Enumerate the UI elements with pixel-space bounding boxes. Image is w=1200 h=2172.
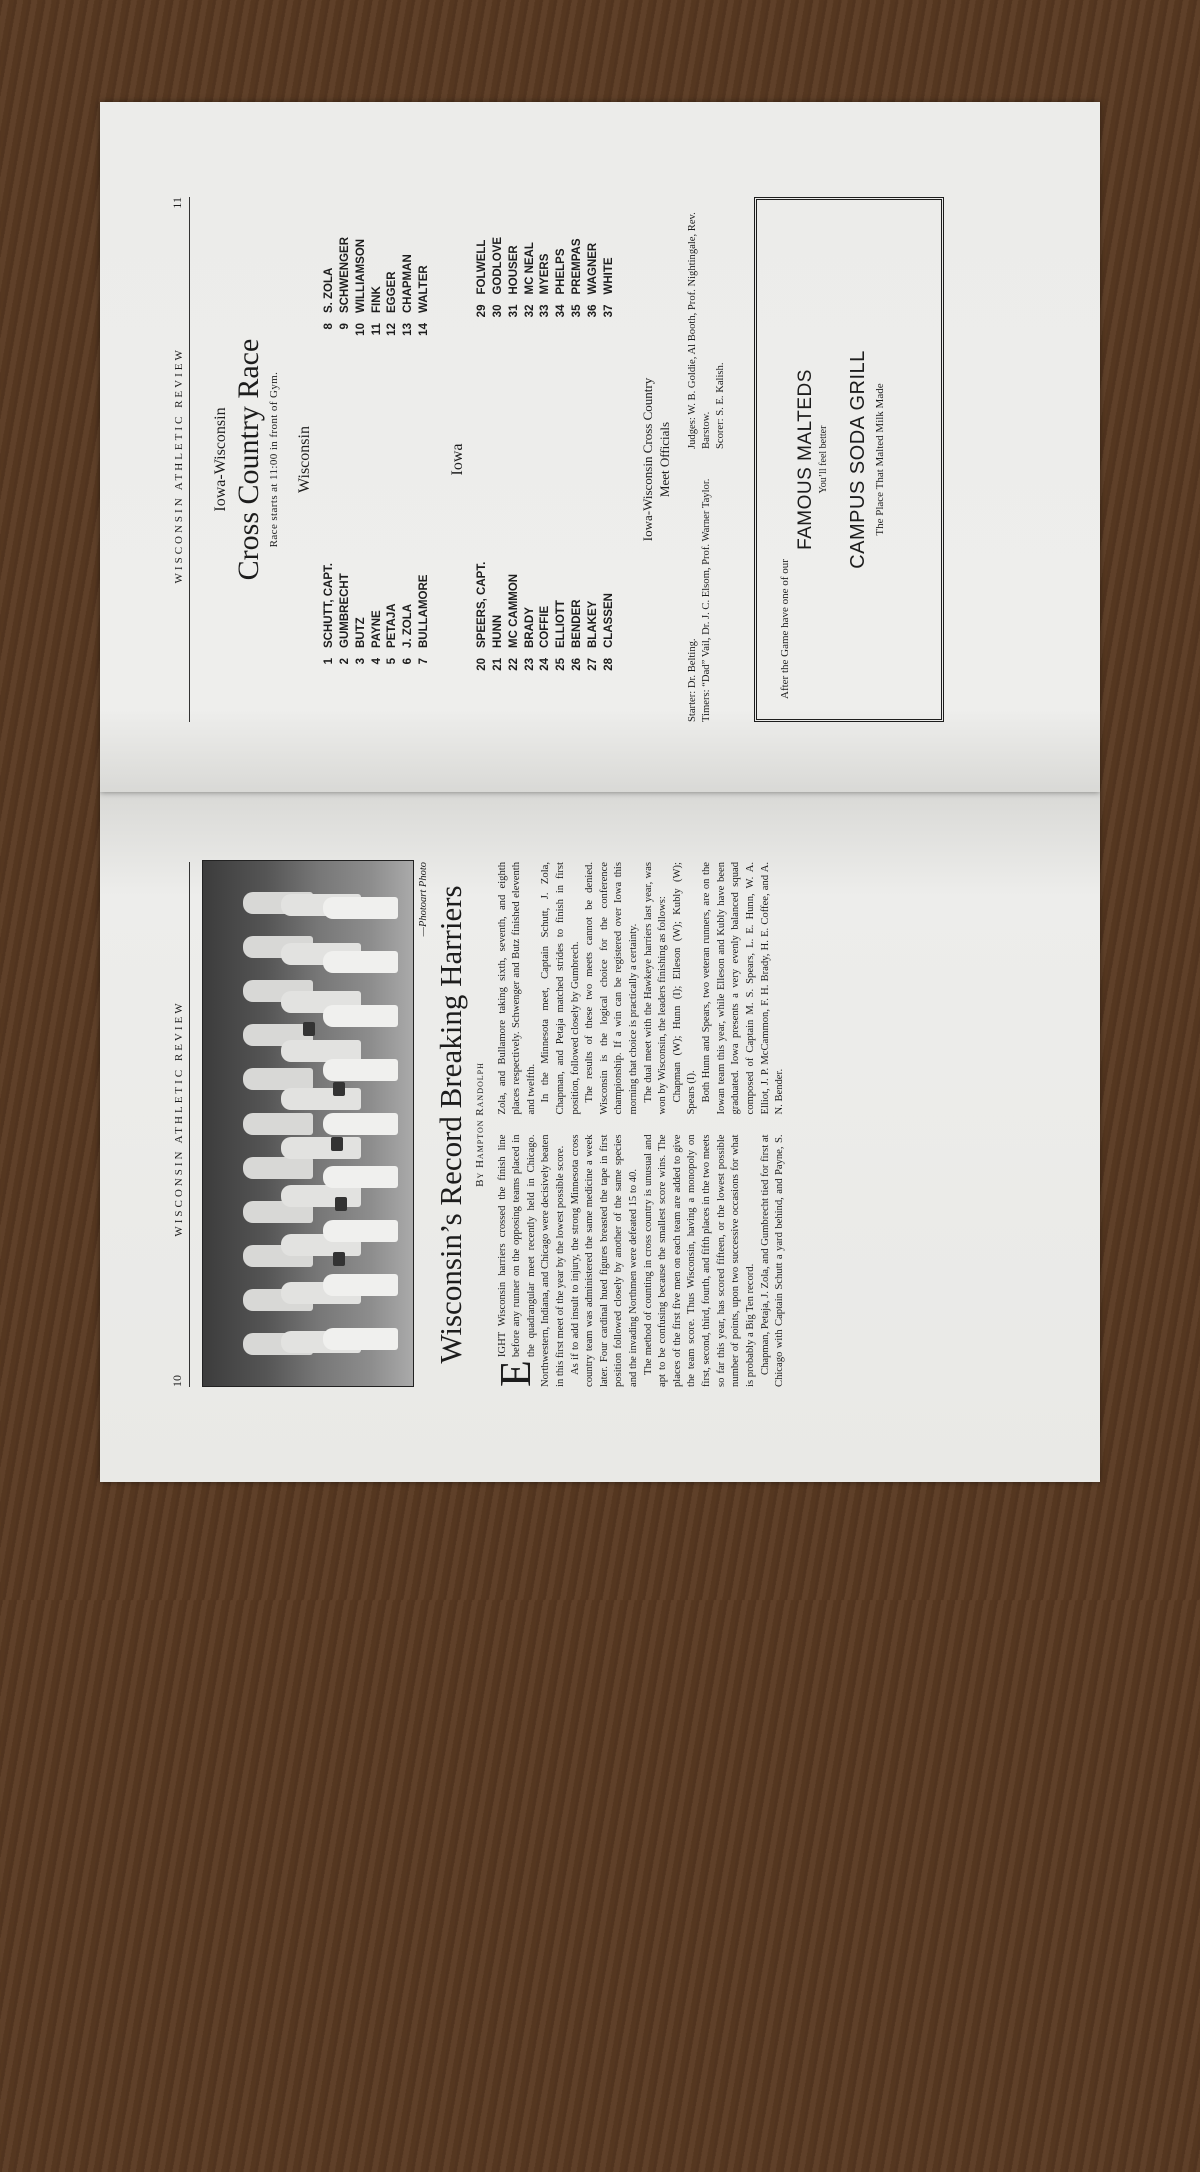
roster-entry: 36 WAGNER bbox=[587, 242, 600, 318]
article-body bbox=[490, 862, 788, 1387]
roster-entry: 29 FOLWELL bbox=[476, 239, 489, 318]
article-paragraph-3: The method of counting in cross country is unusual and apt to be confusing because the smallest score wins. The places of the first five men on each team are added to give the team score. Thus Wisconsin, having a monopoly on first, second, third, fourth, and fifth places in the two meets so far this year, has scored fifteen, or the lowest possible number of points, upon two successive occasions for what is probably a Big Ten record. bbox=[642, 1134, 756, 1387]
photo-credit: —Photoart Photo bbox=[418, 862, 429, 937]
running-head-left bbox=[170, 862, 190, 1387]
roster-entry: 9 SCHWENGER bbox=[338, 237, 351, 330]
roster-entry: 37 WHITE bbox=[602, 257, 615, 318]
wisconsin-roster bbox=[322, 197, 433, 722]
officials-list bbox=[686, 197, 729, 722]
team-photo bbox=[202, 860, 414, 1387]
iowa-roster bbox=[475, 197, 618, 722]
page-number-11: 11 bbox=[170, 197, 184, 209]
ad-slogan: The Place That Malted Milk Made bbox=[874, 383, 887, 536]
wisconsin-label: Wisconsin bbox=[296, 426, 313, 493]
page-10 bbox=[100, 792, 1100, 1482]
article-paragraph-5: In the Minnesota meet, Captain Schutt, J. Zola, Chapman, and Petaja matched strides to finish in first position, followed closely by Gumbrech. bbox=[540, 862, 581, 1115]
starter-line: Starter: Dr. Belting. bbox=[686, 638, 698, 722]
running-head-right bbox=[170, 197, 190, 722]
ad-campus-soda-grill: CAMPUS SODA GRILL bbox=[847, 350, 870, 569]
article-paragraph-4: Chapman, Petaja, J. Zola, and Gumbrecht tied for first at Chicago with Captain Schutt a yard behind, and Payne, S. Zola, and Bullamore taking sixth, seventh, and eighth places respectively. Schwenger and Butz finished eleventh and twelfth. bbox=[496, 862, 786, 1387]
roster-entry: 13 CHAPMAN bbox=[402, 254, 415, 336]
page-number-10: 10 bbox=[170, 1375, 184, 1387]
roster-entry: 7 BULLAMORE bbox=[418, 574, 431, 665]
drop-cap: E bbox=[490, 1360, 540, 1387]
iowa-label: Iowa bbox=[449, 443, 467, 476]
roster-entry: 33 MYERS bbox=[539, 253, 552, 318]
officials-title-2: Meet Officials bbox=[656, 421, 672, 498]
roster-entry: 2 GUMBRECHT bbox=[338, 573, 351, 665]
roster-entry: 30 GODLOVE bbox=[491, 237, 504, 318]
roster-entry: 3 BUTZ bbox=[354, 617, 367, 665]
race-title: Cross Country Race bbox=[232, 338, 265, 581]
roster-entry: 31 HOUSER bbox=[507, 245, 520, 318]
roster-entry: 22 MC CAMMON bbox=[507, 573, 520, 671]
running-head-title-left: WISCONSIN ATHLETIC REVIEW bbox=[173, 1000, 185, 1237]
roster-entry: 21 HUNN bbox=[491, 614, 504, 671]
officials-col-right bbox=[686, 197, 729, 449]
magazine-spread bbox=[100, 102, 1100, 1482]
roster-entry: 11 FINK bbox=[370, 286, 383, 336]
page-11 bbox=[100, 102, 1100, 792]
roster-entry: 27 BLAKEY bbox=[587, 600, 600, 671]
iowa-roster-col2 bbox=[475, 237, 618, 329]
roster-entry: 10 WILLIAMSON bbox=[354, 238, 367, 336]
ad-feel-better: You’ll feel better bbox=[818, 425, 830, 494]
roster-entry: 8 S. ZOLA bbox=[323, 267, 335, 330]
article-paragraph-1: E IGHT Wisconsin harriers crossed the finish line before any runner on the opposing teams placed in the quadrangular meet recently held in Chicago. Northwestern, Indiana, and Chicago were decisively beaten in this first meet of the year by the lowest possible score. bbox=[490, 1134, 566, 1387]
article-paragraph-8: Chapman (W); Hunn (I); Elleson (W); Kubly (W); Spears (I). bbox=[671, 862, 698, 1115]
roster-entry: 23 BRADY bbox=[523, 607, 536, 671]
roster-entry: 34 PHELPS bbox=[555, 248, 568, 318]
roster-entry: 14 WALTER bbox=[418, 265, 431, 336]
race-subtitle: Iowa-Wisconsin bbox=[212, 407, 229, 512]
roster-entry: 26 BENDER bbox=[571, 599, 584, 671]
roster-entry: 28 CLASSEN bbox=[602, 593, 615, 671]
roster-entry: 6 J. ZOLA bbox=[402, 603, 415, 665]
race-start-note: Race starts at 11:00 in front of Gym. bbox=[268, 371, 280, 548]
article-paragraph-7: The dual meet with the Hawkeye harriers last year, was won by Wisconsin, the leaders finishing as follows: bbox=[642, 862, 669, 1115]
officials-col-left bbox=[686, 470, 729, 722]
officials-title-1: Iowa-Wisconsin Cross Country bbox=[639, 377, 655, 542]
soda-grill-ad bbox=[754, 197, 944, 722]
article-headline: Wisconsin’s Record Breaking Harriers bbox=[433, 885, 468, 1364]
iowa-roster-col1 bbox=[475, 562, 618, 682]
roster-entry: 20 SPEERS, CAPT. bbox=[476, 561, 489, 671]
article-paragraph-6: The results of these two meets cannot be denied. Wisconsin is the logical choice for the conference championship. If a win can be registered over Iowa this morning that choice is practically a certainty. bbox=[584, 862, 640, 1115]
ad-intro: After the Game have one of our bbox=[779, 559, 792, 699]
article-paragraph-9: Both Hunn and Spears, two veteran runners, are on the Iowan team this year, while Elleson and Kubly have been graduated. Iowa presents a very evenly balanced squad composed of Captain M. S. Spears, L. E. Hunn, W. A. Elliot, J. P. McCammon, F. H. Brady, H. E. Coffee, and A. N. Bender. bbox=[701, 862, 786, 1115]
article-byline: By Hampton Randolph bbox=[473, 1062, 486, 1187]
scorer-line: Scorer: S. E. Kalish. bbox=[715, 362, 727, 449]
roster-entry: 1 SCHUTT, CAPT. bbox=[323, 563, 335, 665]
roster-entry: 35 PREMPAS bbox=[571, 238, 584, 318]
roster-entry: 12 EGGER bbox=[386, 271, 399, 336]
running-head-title-right: WISCONSIN ATHLETIC REVIEW bbox=[173, 347, 185, 584]
ad-famous-malteds: FAMOUS MALTEDS bbox=[795, 369, 817, 550]
officials-heading bbox=[640, 197, 674, 722]
wisconsin-roster-col1 bbox=[322, 563, 433, 682]
timers-line: Timers: “Dad” Vail, Dr. J. C. Elsom, Prof. Warner Taylor. bbox=[700, 478, 712, 722]
roster-entry: 4 PAYNE bbox=[370, 610, 383, 665]
roster-entry: 25 ELLIOTT bbox=[555, 600, 568, 671]
roster-entry: 32 MC NEAL bbox=[523, 242, 536, 318]
booklet bbox=[170, 197, 1200, 2172]
race-heading bbox=[212, 197, 280, 722]
roster-entry: 5 PETAJA bbox=[386, 603, 399, 665]
article-paragraph-2: As if to add insult to injury, the strong Minnesota cross country team was administered the same medicine a week later. Four cardinal hued figures breasted the tape in first position followed closely by another of the same species and the invading Northmen were defeated 15 to 40. bbox=[569, 1134, 640, 1387]
wisconsin-roster-col2 bbox=[322, 237, 433, 347]
roster-entry: 24 COFFIE bbox=[539, 605, 552, 671]
judges-line: Judges: W. B. Goldie, Al Booth, Prof. Nightingale, Rev. Barstow. bbox=[686, 212, 712, 449]
